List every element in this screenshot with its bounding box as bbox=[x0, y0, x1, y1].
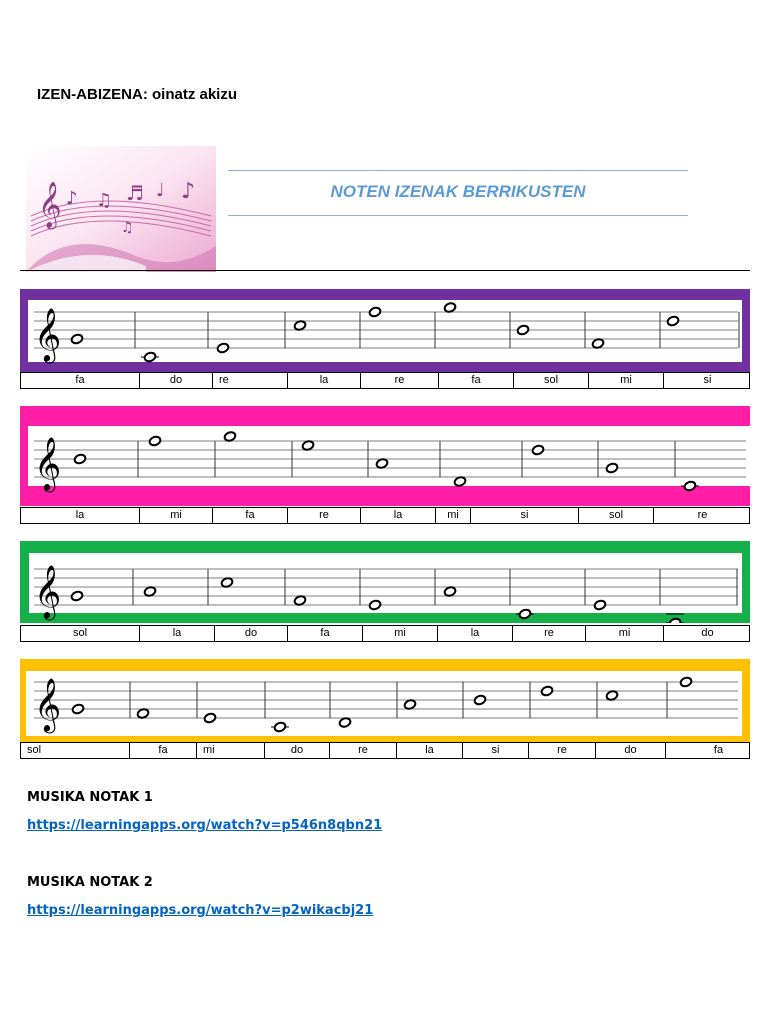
note-name-cell: la bbox=[396, 743, 462, 758]
staff-4 bbox=[20, 659, 750, 742]
note-name-cell: do bbox=[264, 743, 329, 758]
note-name-cell: la bbox=[360, 508, 435, 523]
note-name-cell: sol bbox=[72, 627, 88, 639]
note-name-cell: re bbox=[212, 373, 287, 388]
note-name-cell: re bbox=[653, 508, 751, 523]
exercise-band-4 bbox=[20, 659, 750, 742]
student-name-line bbox=[37, 86, 237, 103]
note-name-cell: re bbox=[512, 626, 585, 641]
exercise-band-3 bbox=[20, 541, 750, 623]
note-name-cell: do bbox=[139, 373, 212, 388]
note-name-cell: fa bbox=[75, 374, 85, 386]
answer-row-4 bbox=[20, 742, 750, 759]
note-name-cell: la bbox=[139, 626, 214, 641]
note-name-cell: fa bbox=[287, 626, 362, 641]
staff-3 bbox=[20, 541, 750, 623]
treble-clef-icon: 𝄞 bbox=[34, 677, 62, 731]
header-separator bbox=[20, 270, 750, 271]
note-name-cell: la bbox=[75, 509, 85, 521]
note-name-cell: do bbox=[595, 743, 665, 758]
note-name-cell: mi bbox=[139, 508, 212, 523]
note-name-cell: mi bbox=[588, 373, 663, 388]
note-name-cell: fa bbox=[438, 373, 513, 388]
treble-clef-icon: 𝄞 bbox=[34, 436, 62, 490]
note-name-cell: mi bbox=[196, 743, 264, 758]
svg-text:𝄞: 𝄞 bbox=[38, 182, 62, 228]
note-name-cell: si bbox=[663, 373, 751, 388]
svg-text:♫: ♫ bbox=[121, 220, 134, 236]
learningapps-link-1[interactable]: https://learningapps.org/watch?v=p546n8qbn21 bbox=[27, 818, 383, 833]
student-name: oinatz akizu bbox=[152, 86, 238, 103]
treble-clef-icon: 𝄞 bbox=[34, 564, 62, 618]
title-rule-bottom bbox=[228, 215, 688, 216]
note-name-cell: do bbox=[214, 626, 287, 641]
learningapps-link-2[interactable]: https://learningapps.org/watch?v=p2wikacbj21 bbox=[27, 903, 374, 918]
note-name-cell: fa bbox=[129, 743, 196, 758]
title-rule-top bbox=[228, 170, 688, 171]
note-name-cell: re bbox=[360, 373, 438, 388]
note-name-cell: sol bbox=[513, 373, 588, 388]
name-label: IZEN-ABIZENA: bbox=[37, 86, 148, 103]
staff-2 bbox=[20, 406, 750, 506]
svg-text:♩: ♩ bbox=[156, 180, 165, 201]
note-name-cell: re bbox=[287, 508, 360, 523]
note-name-cell: mi bbox=[435, 508, 470, 523]
note-name-cell: si bbox=[470, 508, 578, 523]
svg-text:♪: ♪ bbox=[181, 179, 196, 204]
note-name-cell: fa bbox=[665, 743, 768, 758]
section-heading-1: MUSIKA NOTAK 1 bbox=[27, 790, 153, 805]
note-name-cell: mi bbox=[362, 626, 437, 641]
svg-text:♫: ♫ bbox=[96, 190, 113, 211]
treble-clef-icon: 𝄞 bbox=[34, 307, 62, 361]
note-name-cell: la bbox=[437, 626, 512, 641]
answer-row-1 bbox=[20, 372, 750, 389]
svg-text:♪: ♪ bbox=[66, 188, 78, 209]
answer-row-2 bbox=[20, 507, 750, 524]
exercise-band-2 bbox=[20, 406, 750, 506]
exercise-band-1 bbox=[20, 289, 750, 373]
section-heading-2: MUSIKA NOTAK 2 bbox=[27, 875, 153, 890]
note-name-cell: sol bbox=[578, 508, 653, 523]
note-name-cell: fa bbox=[212, 508, 287, 523]
svg-text:♬: ♬ bbox=[126, 181, 144, 205]
note-name-cell: si bbox=[462, 743, 528, 758]
note-name-cell: la bbox=[287, 373, 360, 388]
music-notes-image bbox=[26, 146, 216, 272]
staff-1 bbox=[20, 289, 750, 373]
page-title: NOTEN IZENAK BERRIKUSTEN bbox=[330, 182, 586, 201]
note-name-cell: sol bbox=[27, 744, 42, 756]
staff-panel bbox=[29, 553, 742, 613]
note-name-cell: do bbox=[663, 626, 751, 641]
note-name-cell: mi bbox=[585, 626, 663, 641]
note-name-cell: re bbox=[528, 743, 595, 758]
answer-row-3 bbox=[20, 625, 750, 642]
note-name-cell: re bbox=[329, 743, 396, 758]
staff-panel bbox=[26, 671, 742, 736]
